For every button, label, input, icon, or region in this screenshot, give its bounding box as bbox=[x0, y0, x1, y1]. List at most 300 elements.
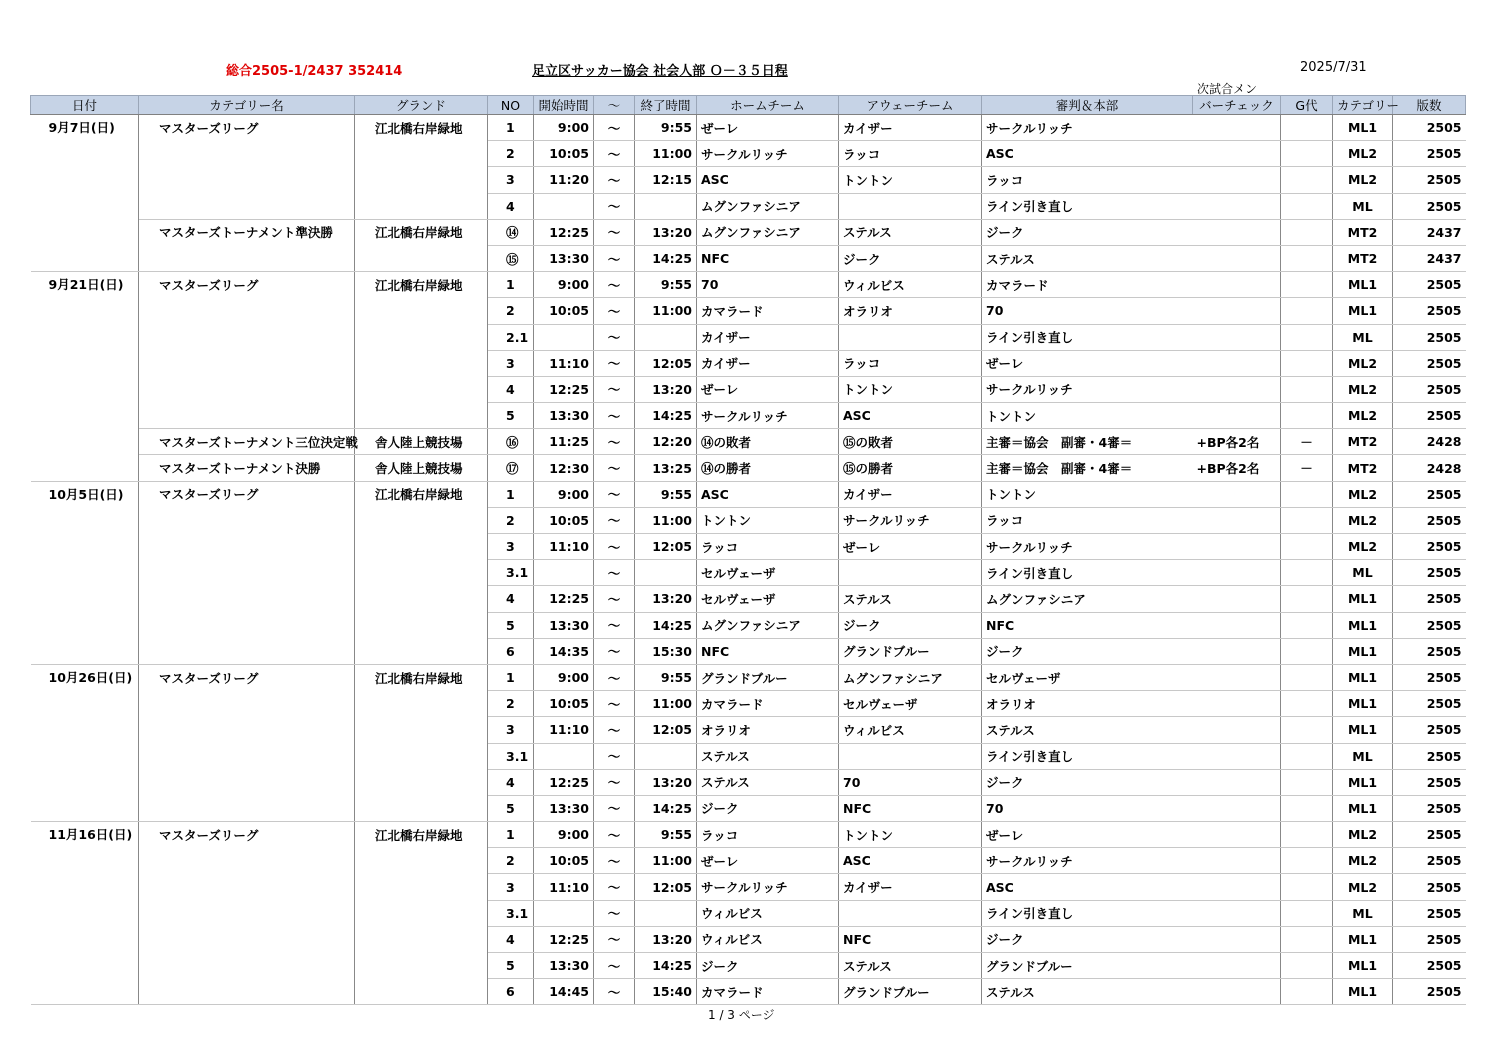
away-team-cell: トントン bbox=[839, 376, 982, 402]
table-row bbox=[31, 167, 1466, 193]
col-date-header: 日付 bbox=[31, 96, 139, 115]
date-cell: 9月21日(日) bbox=[31, 272, 139, 298]
start-time-cell: 12:25 bbox=[534, 219, 594, 245]
category-cell: マスターズリーグ bbox=[139, 115, 355, 141]
away-team-cell: オラリオ bbox=[839, 298, 982, 324]
g-substitute-cell bbox=[1281, 900, 1333, 926]
table-row bbox=[31, 298, 1466, 324]
bar-check-cell bbox=[1193, 769, 1281, 795]
bar-check-cell bbox=[1193, 481, 1281, 507]
bar-check-cell bbox=[1193, 717, 1281, 743]
version-cell: 2505 bbox=[1393, 141, 1466, 167]
g-substitute-cell bbox=[1281, 822, 1333, 848]
category-cell bbox=[139, 245, 355, 271]
date-cell bbox=[31, 560, 139, 586]
ground-cell bbox=[355, 717, 488, 743]
away-team-cell: ぜーレ bbox=[839, 534, 982, 560]
no-cell: 3 bbox=[488, 167, 534, 193]
version-cell: 2505 bbox=[1393, 403, 1466, 429]
home-team-cell: カマラード bbox=[697, 979, 839, 1005]
version-cell: 2437 bbox=[1393, 219, 1466, 245]
end-time-cell: 12:20 bbox=[635, 429, 697, 455]
bar-check-cell: +BP各2名 bbox=[1193, 429, 1281, 455]
table-row bbox=[31, 822, 1466, 848]
ground-cell bbox=[355, 298, 488, 324]
tilde-cell: ～ bbox=[594, 691, 635, 717]
table-row bbox=[31, 560, 1466, 586]
col-g-substitute-header: G代 bbox=[1281, 96, 1333, 115]
start-time-cell: 9:00 bbox=[534, 115, 594, 141]
g-substitute-cell bbox=[1281, 664, 1333, 690]
home-team-cell: サークルリッチ bbox=[697, 141, 839, 167]
away-team-cell: NFC bbox=[839, 926, 982, 952]
bar-check-cell bbox=[1193, 822, 1281, 848]
away-team-cell: ムグンファシニア bbox=[839, 664, 982, 690]
version-cell: 2505 bbox=[1393, 743, 1466, 769]
tilde-cell: ～ bbox=[594, 245, 635, 271]
end-time-cell: 13:20 bbox=[635, 586, 697, 612]
category-cell: マスターズトーナメント準決勝 bbox=[139, 219, 355, 245]
version-cell: 2505 bbox=[1393, 900, 1466, 926]
away-team-cell bbox=[839, 900, 982, 926]
home-team-cell: ジーク bbox=[697, 953, 839, 979]
category-cell bbox=[139, 324, 355, 350]
version-cell: 2437 bbox=[1393, 245, 1466, 271]
bar-check-cell bbox=[1193, 507, 1281, 533]
bar-check-cell bbox=[1193, 167, 1281, 193]
version-cell: 2505 bbox=[1393, 664, 1466, 690]
start-time-cell: 11:20 bbox=[534, 167, 594, 193]
no-cell: 4 bbox=[488, 769, 534, 795]
tilde-cell: ～ bbox=[594, 219, 635, 245]
g-substitute-cell bbox=[1281, 769, 1333, 795]
no-cell: 1 bbox=[488, 272, 534, 298]
referee-cell: サークルリッチ bbox=[982, 848, 1193, 874]
date-cell bbox=[31, 848, 139, 874]
date-cell bbox=[31, 717, 139, 743]
table-row bbox=[31, 429, 1466, 455]
no-cell: 1 bbox=[488, 822, 534, 848]
table-row bbox=[31, 403, 1466, 429]
home-team-cell: セルヴェーザ bbox=[697, 586, 839, 612]
g-substitute-cell bbox=[1281, 376, 1333, 402]
away-team-cell: カイザー bbox=[839, 481, 982, 507]
ground-cell bbox=[355, 534, 488, 560]
g-substitute-cell bbox=[1281, 743, 1333, 769]
col-category-header: カテゴリー名 bbox=[139, 96, 355, 115]
start-time-cell: 10:05 bbox=[534, 691, 594, 717]
end-time-cell: 9:55 bbox=[635, 481, 697, 507]
no-cell: 1 bbox=[488, 481, 534, 507]
category-code-cell: ML2 bbox=[1333, 534, 1393, 560]
col-category-code-header: カテゴリー bbox=[1333, 96, 1393, 115]
referee-cell: サークルリッチ bbox=[982, 376, 1193, 402]
ground-cell bbox=[355, 403, 488, 429]
category-code-cell: ML bbox=[1333, 560, 1393, 586]
no-cell: 2 bbox=[488, 507, 534, 533]
bar-check-cell bbox=[1193, 743, 1281, 769]
category-cell bbox=[139, 298, 355, 324]
version-cell: 2505 bbox=[1393, 560, 1466, 586]
document-date: 2025/7/31 bbox=[1300, 60, 1367, 75]
start-time-cell: 11:10 bbox=[534, 350, 594, 376]
table-row bbox=[31, 638, 1466, 664]
col-bar-check-header: バーチェック bbox=[1193, 96, 1281, 115]
home-team-cell: カイザー bbox=[697, 350, 839, 376]
referee-cell: ジーク bbox=[982, 926, 1193, 952]
col-start-header: 開始時間 bbox=[534, 96, 594, 115]
g-substitute-cell bbox=[1281, 560, 1333, 586]
bar-check-cell bbox=[1193, 926, 1281, 952]
table-row bbox=[31, 324, 1466, 350]
ground-cell bbox=[355, 324, 488, 350]
table-row bbox=[31, 795, 1466, 821]
away-team-cell: ⑮の勝者 bbox=[839, 455, 982, 481]
start-time-cell: 13:30 bbox=[534, 953, 594, 979]
no-cell: 4 bbox=[488, 193, 534, 219]
table-row bbox=[31, 245, 1466, 271]
home-team-cell: ウィルビス bbox=[697, 926, 839, 952]
version-cell: 2505 bbox=[1393, 507, 1466, 533]
table-row bbox=[31, 979, 1466, 1005]
no-cell: 5 bbox=[488, 953, 534, 979]
tilde-cell: ～ bbox=[594, 141, 635, 167]
home-team-cell: サークルリッチ bbox=[697, 874, 839, 900]
referee-cell: ジーク bbox=[982, 219, 1193, 245]
date-cell: 9月7日(日) bbox=[31, 115, 139, 141]
ground-cell bbox=[355, 926, 488, 952]
category-cell bbox=[139, 376, 355, 402]
table-row bbox=[31, 612, 1466, 638]
home-team-cell: ステルス bbox=[697, 743, 839, 769]
category-code-cell: ML2 bbox=[1333, 350, 1393, 376]
g-substitute-cell bbox=[1281, 272, 1333, 298]
table-row bbox=[31, 455, 1466, 481]
version-cell: 2505 bbox=[1393, 638, 1466, 664]
referee-cell: ムグンファシニア bbox=[982, 586, 1193, 612]
g-substitute-cell bbox=[1281, 612, 1333, 638]
version-cell: 2428 bbox=[1393, 429, 1466, 455]
referee-cell: ステルス bbox=[982, 717, 1193, 743]
tilde-cell: ～ bbox=[594, 272, 635, 298]
bar-check-cell bbox=[1193, 141, 1281, 167]
category-cell bbox=[139, 193, 355, 219]
g-substitute-cell bbox=[1281, 167, 1333, 193]
referee-cell: ぜーレ bbox=[982, 822, 1193, 848]
tilde-cell: ～ bbox=[594, 403, 635, 429]
away-team-cell: ⑮の敗者 bbox=[839, 429, 982, 455]
start-time-cell: 9:00 bbox=[534, 481, 594, 507]
tilde-cell: ～ bbox=[594, 848, 635, 874]
version-cell: 2505 bbox=[1393, 769, 1466, 795]
ground-cell bbox=[355, 167, 488, 193]
tilde-cell: ～ bbox=[594, 455, 635, 481]
version-cell: 2505 bbox=[1393, 612, 1466, 638]
table-row bbox=[31, 926, 1466, 952]
end-time-cell: 9:55 bbox=[635, 115, 697, 141]
version-cell: 2505 bbox=[1393, 324, 1466, 350]
bar-check-cell bbox=[1193, 245, 1281, 271]
category-code-cell: ML bbox=[1333, 324, 1393, 350]
date-cell bbox=[31, 979, 139, 1005]
version-cell: 2505 bbox=[1393, 115, 1466, 141]
g-substitute-cell bbox=[1281, 324, 1333, 350]
table-row bbox=[31, 691, 1466, 717]
no-cell: 3 bbox=[488, 534, 534, 560]
version-cell: 2505 bbox=[1393, 481, 1466, 507]
version-cell: 2505 bbox=[1393, 272, 1466, 298]
g-substitute-cell bbox=[1281, 874, 1333, 900]
no-cell: ⑭ bbox=[488, 219, 534, 245]
table-row bbox=[31, 534, 1466, 560]
category-cell bbox=[139, 953, 355, 979]
no-cell: 2.1 bbox=[488, 324, 534, 350]
end-time-cell: 9:55 bbox=[635, 272, 697, 298]
category-cell bbox=[139, 795, 355, 821]
away-team-cell bbox=[839, 560, 982, 586]
table-row bbox=[31, 481, 1466, 507]
ground-cell bbox=[355, 979, 488, 1005]
end-time-cell: 15:40 bbox=[635, 979, 697, 1005]
ground-cell bbox=[355, 376, 488, 402]
bar-check-cell bbox=[1193, 586, 1281, 612]
referee-cell: ラッコ bbox=[982, 507, 1193, 533]
no-cell: 1 bbox=[488, 115, 534, 141]
start-time-cell: 9:00 bbox=[534, 664, 594, 690]
tilde-cell: ～ bbox=[594, 193, 635, 219]
date-cell: 10月5日(日) bbox=[31, 481, 139, 507]
version-cell: 2505 bbox=[1393, 298, 1466, 324]
category-code-cell: ML1 bbox=[1333, 612, 1393, 638]
ground-cell: 江北橋右岸緑地 bbox=[355, 822, 488, 848]
referee-cell: 主審＝協会 副審・4審＝ bbox=[982, 429, 1193, 455]
referee-cell: ライン引き直し bbox=[982, 900, 1193, 926]
away-team-cell: ラッコ bbox=[839, 350, 982, 376]
end-time-cell: 13:20 bbox=[635, 926, 697, 952]
g-substitute-cell bbox=[1281, 717, 1333, 743]
category-cell: マスターズトーナメント決勝 bbox=[139, 455, 355, 481]
end-time-cell: 14:25 bbox=[635, 612, 697, 638]
start-time-cell: 13:30 bbox=[534, 245, 594, 271]
no-cell: 2 bbox=[488, 691, 534, 717]
start-time-cell: 11:10 bbox=[534, 874, 594, 900]
g-substitute-cell bbox=[1281, 848, 1333, 874]
tilde-cell: ～ bbox=[594, 638, 635, 664]
category-code-cell: ML1 bbox=[1333, 298, 1393, 324]
ground-cell: 江北橋右岸緑地 bbox=[355, 272, 488, 298]
no-cell: ⑯ bbox=[488, 429, 534, 455]
home-team-cell: ウィルビス bbox=[697, 900, 839, 926]
category-code-cell: ML bbox=[1333, 900, 1393, 926]
document-code: 総合2505-1/2437 352414 bbox=[226, 64, 403, 79]
away-team-cell: カイザー bbox=[839, 874, 982, 900]
end-time-cell: 11:00 bbox=[635, 691, 697, 717]
no-cell: 5 bbox=[488, 795, 534, 821]
start-time-cell: 10:05 bbox=[534, 298, 594, 324]
start-time-cell: 10:05 bbox=[534, 141, 594, 167]
date-cell bbox=[31, 586, 139, 612]
page-number: 1 / 3 ページ bbox=[708, 1008, 775, 1022]
category-code-cell: ML2 bbox=[1333, 822, 1393, 848]
g-substitute-cell bbox=[1281, 141, 1333, 167]
category-cell bbox=[139, 612, 355, 638]
table-row bbox=[31, 900, 1466, 926]
start-time-cell: 11:25 bbox=[534, 429, 594, 455]
date-cell bbox=[31, 953, 139, 979]
start-time-cell: 13:30 bbox=[534, 403, 594, 429]
version-cell: 2505 bbox=[1393, 167, 1466, 193]
ground-cell: 江北橋右岸緑地 bbox=[355, 115, 488, 141]
next-match-note: 次試合メン bbox=[1197, 82, 1258, 96]
category-cell bbox=[139, 769, 355, 795]
category-code-cell: ML bbox=[1333, 193, 1393, 219]
referee-cell: カマラード bbox=[982, 272, 1193, 298]
end-time-cell bbox=[635, 324, 697, 350]
category-code-cell: MT2 bbox=[1333, 245, 1393, 271]
date-cell bbox=[31, 638, 139, 664]
tilde-cell: ～ bbox=[594, 115, 635, 141]
referee-cell: ライン引き直し bbox=[982, 743, 1193, 769]
category-cell bbox=[139, 717, 355, 743]
version-cell: 2505 bbox=[1393, 586, 1466, 612]
g-substitute-cell: － bbox=[1281, 455, 1333, 481]
category-cell bbox=[139, 979, 355, 1005]
version-cell: 2505 bbox=[1393, 848, 1466, 874]
category-code-cell: ML2 bbox=[1333, 376, 1393, 402]
category-code-cell: ML2 bbox=[1333, 481, 1393, 507]
away-team-cell: ステルス bbox=[839, 219, 982, 245]
away-team-cell: ステルス bbox=[839, 586, 982, 612]
category-cell: マスターズリーグ bbox=[139, 272, 355, 298]
home-team-cell: トントン bbox=[697, 507, 839, 533]
bar-check-cell bbox=[1193, 691, 1281, 717]
start-time-cell: 13:30 bbox=[534, 795, 594, 821]
no-cell: 1 bbox=[488, 664, 534, 690]
home-team-cell: オラリオ bbox=[697, 717, 839, 743]
away-team-cell: 70 bbox=[839, 769, 982, 795]
table-row bbox=[31, 376, 1466, 402]
home-team-cell: ASC bbox=[697, 481, 839, 507]
g-substitute-cell bbox=[1281, 298, 1333, 324]
g-substitute-cell bbox=[1281, 534, 1333, 560]
date-cell bbox=[31, 376, 139, 402]
away-team-cell bbox=[839, 193, 982, 219]
version-cell: 2505 bbox=[1393, 926, 1466, 952]
end-time-cell: 14:25 bbox=[635, 795, 697, 821]
version-cell: 2505 bbox=[1393, 822, 1466, 848]
home-team-cell: ラッコ bbox=[697, 822, 839, 848]
date-cell bbox=[31, 874, 139, 900]
bar-check-cell bbox=[1193, 664, 1281, 690]
version-cell: 2505 bbox=[1393, 953, 1466, 979]
end-time-cell bbox=[635, 193, 697, 219]
end-time-cell bbox=[635, 900, 697, 926]
bar-check-cell bbox=[1193, 193, 1281, 219]
home-team-cell: サークルリッチ bbox=[697, 403, 839, 429]
schedule-table bbox=[30, 95, 1466, 1005]
date-cell: 11月16日(日) bbox=[31, 822, 139, 848]
end-time-cell: 12:05 bbox=[635, 717, 697, 743]
referee-cell: ライン引き直し bbox=[982, 193, 1193, 219]
end-time-cell bbox=[635, 743, 697, 769]
category-cell bbox=[139, 900, 355, 926]
ground-cell bbox=[355, 874, 488, 900]
bar-check-cell bbox=[1193, 900, 1281, 926]
end-time-cell: 9:55 bbox=[635, 664, 697, 690]
no-cell: ⑮ bbox=[488, 245, 534, 271]
category-code-cell: MT2 bbox=[1333, 455, 1393, 481]
start-time-cell: 12:25 bbox=[534, 376, 594, 402]
bar-check-cell bbox=[1193, 115, 1281, 141]
document-title: 足立区サッカー協会 社会人部 Ｏ－３５日程 bbox=[532, 64, 788, 79]
referee-cell: オラリオ bbox=[982, 691, 1193, 717]
g-substitute-cell bbox=[1281, 350, 1333, 376]
start-time-cell: 11:10 bbox=[534, 534, 594, 560]
no-cell: 3.1 bbox=[488, 743, 534, 769]
referee-cell: 主審＝協会 副審・4審＝ bbox=[982, 455, 1193, 481]
start-time-cell bbox=[534, 900, 594, 926]
date-cell bbox=[31, 795, 139, 821]
referee-cell: セルヴェーザ bbox=[982, 664, 1193, 690]
category-cell bbox=[139, 350, 355, 376]
end-time-cell: 11:00 bbox=[635, 507, 697, 533]
end-time-cell: 12:05 bbox=[635, 534, 697, 560]
category-code-cell: ML1 bbox=[1333, 769, 1393, 795]
category-cell bbox=[139, 403, 355, 429]
date-cell bbox=[31, 324, 139, 350]
referee-cell: ライン引き直し bbox=[982, 324, 1193, 350]
home-team-cell: ぜーレ bbox=[697, 115, 839, 141]
col-away-header: アウェーチーム bbox=[839, 96, 982, 115]
no-cell: 5 bbox=[488, 403, 534, 429]
version-cell: 2505 bbox=[1393, 979, 1466, 1005]
table-row bbox=[31, 586, 1466, 612]
category-code-cell: ML1 bbox=[1333, 272, 1393, 298]
start-time-cell: 9:00 bbox=[534, 822, 594, 848]
no-cell: 3 bbox=[488, 874, 534, 900]
referee-cell: 70 bbox=[982, 298, 1193, 324]
date-cell bbox=[31, 455, 139, 481]
ground-cell bbox=[355, 245, 488, 271]
tilde-cell: ～ bbox=[594, 481, 635, 507]
tilde-cell: ～ bbox=[594, 795, 635, 821]
tilde-cell: ～ bbox=[594, 376, 635, 402]
bar-check-cell bbox=[1193, 298, 1281, 324]
category-cell: マスターズリーグ bbox=[139, 481, 355, 507]
bar-check-cell bbox=[1193, 324, 1281, 350]
tilde-cell: ～ bbox=[594, 534, 635, 560]
ground-cell: 江北橋右岸緑地 bbox=[355, 664, 488, 690]
referee-cell: ASC bbox=[982, 141, 1193, 167]
start-time-cell: 12:25 bbox=[534, 769, 594, 795]
end-time-cell: 12:05 bbox=[635, 874, 697, 900]
g-substitute-cell bbox=[1281, 219, 1333, 245]
home-team-cell: カイザー bbox=[697, 324, 839, 350]
g-substitute-cell bbox=[1281, 795, 1333, 821]
tilde-cell: ～ bbox=[594, 350, 635, 376]
start-time-cell: 12:25 bbox=[534, 926, 594, 952]
category-cell bbox=[139, 743, 355, 769]
category-code-cell: ML1 bbox=[1333, 926, 1393, 952]
bar-check-cell bbox=[1193, 979, 1281, 1005]
no-cell: 2 bbox=[488, 298, 534, 324]
home-team-cell: カマラード bbox=[697, 298, 839, 324]
ground-cell bbox=[355, 848, 488, 874]
category-cell bbox=[139, 560, 355, 586]
end-time-cell: 11:00 bbox=[635, 141, 697, 167]
date-cell bbox=[31, 350, 139, 376]
ground-cell: 江北橋右岸緑地 bbox=[355, 219, 488, 245]
